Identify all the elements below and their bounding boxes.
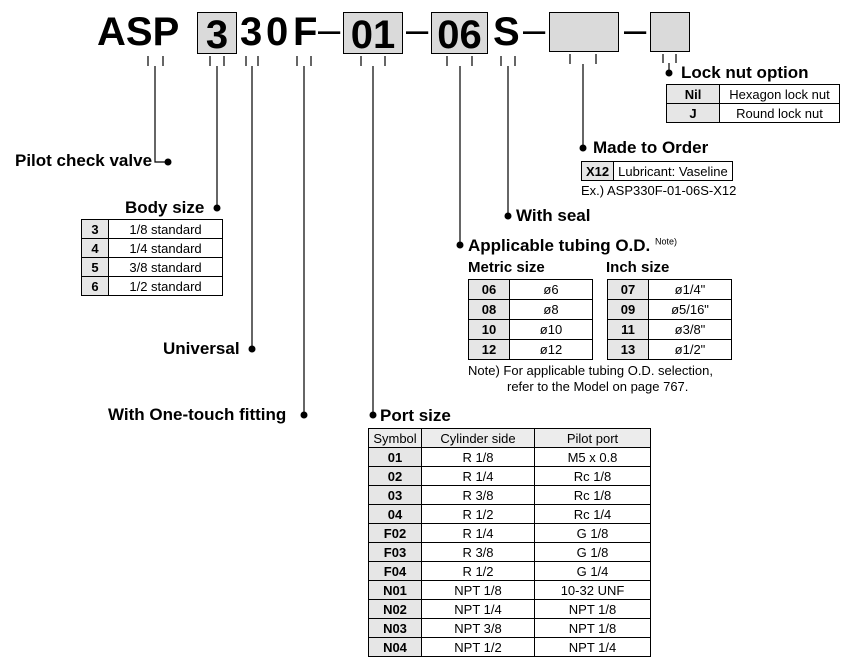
inch-code: 11: [608, 320, 649, 340]
inch-size: ø1/4": [649, 280, 732, 300]
leader-fitting: [297, 56, 311, 415]
dot-port: [370, 412, 377, 419]
inch-size: ø1/2": [649, 340, 732, 360]
table-row: [82, 258, 223, 277]
port-size-table: [368, 428, 651, 657]
table-row: [369, 467, 651, 486]
dot-locknut: [666, 70, 673, 77]
table-row: [469, 280, 593, 300]
port-symbol: 01: [369, 448, 422, 467]
header-pilot: Pilot port: [535, 429, 651, 448]
table-row: [369, 524, 651, 543]
port-symbol: N03: [369, 619, 422, 638]
zero-code: 0: [266, 10, 289, 54]
body-size-table: [81, 219, 223, 296]
mto-desc: Lubricant: Vaseline: [614, 162, 733, 181]
port-pilot: NPT 1/4: [535, 638, 651, 657]
leader-mto: [570, 54, 596, 148]
table-row: [369, 562, 651, 581]
metric-title: Metric size: [468, 259, 545, 276]
fitting-code: F: [293, 10, 318, 54]
metric-code: 10: [469, 320, 510, 340]
port-symbol: F04: [369, 562, 422, 581]
lock-nut-desc: Round lock nut: [720, 104, 840, 123]
dash-2: –: [406, 8, 429, 52]
tubing-note-line1: Note) For applicable tubing O.D. selection,: [468, 363, 713, 378]
table-row: [82, 277, 223, 296]
body-desc: 1/8 standard: [109, 220, 223, 239]
body-size-title: Body size: [125, 198, 205, 217]
port-cylinder: R 1/2: [422, 505, 535, 524]
port-cylinder: R 1/4: [422, 524, 535, 543]
inch-table: [607, 279, 732, 360]
port-cylinder: R 3/8: [422, 543, 535, 562]
body-code: 5: [82, 258, 109, 277]
port-pilot: M5 x 0.8: [535, 448, 651, 467]
table-row: [369, 638, 651, 657]
table-row: [82, 220, 223, 239]
inch-title: Inch size: [606, 259, 670, 276]
port-cylinder: NPT 3/8: [422, 619, 535, 638]
leader-seal: [501, 56, 515, 216]
table-header-row: [369, 429, 651, 448]
port-symbol: N02: [369, 600, 422, 619]
lock-nut-code: Nil: [667, 85, 720, 104]
leader-body: [210, 56, 224, 208]
port-symbol: 02: [369, 467, 422, 486]
lock-nut-desc: Hexagon lock nut: [720, 85, 840, 104]
universal-code: 3: [240, 10, 263, 54]
universal-label: Universal: [163, 339, 240, 358]
metric-size: ø8: [510, 300, 593, 320]
leader-locknut: [663, 54, 676, 72]
port-pilot: 10-32 UNF: [535, 581, 651, 600]
port-symbol: 03: [369, 486, 422, 505]
table-row: [369, 581, 651, 600]
body-code: 6: [82, 277, 109, 296]
port-pilot: G 1/8: [535, 543, 651, 562]
metric-size: ø6: [510, 280, 593, 300]
table-row: [469, 300, 593, 320]
metric-code: 08: [469, 300, 510, 320]
dot-pilot: [165, 159, 172, 166]
table-row: [667, 104, 840, 123]
table-row: [369, 505, 651, 524]
dash-4: –: [624, 8, 647, 52]
leader-pilot: [148, 56, 168, 162]
with-seal-label: With seal: [516, 206, 591, 225]
tubing-note-marker: Note): [655, 236, 678, 247]
port-cylinder: R 3/8: [422, 486, 535, 505]
port-pilot: G 1/8: [535, 524, 651, 543]
port-symbol: N04: [369, 638, 422, 657]
table-row: [369, 600, 651, 619]
body-desc: 1/4 standard: [109, 239, 223, 258]
body-size-box-text: 3: [205, 13, 229, 57]
pilot-check-valve-label: Pilot check valve: [15, 151, 153, 170]
table-row: [469, 320, 593, 340]
port-pilot: NPT 1/8: [535, 619, 651, 638]
body-code: 3: [82, 220, 109, 239]
port-cylinder: R 1/8: [422, 448, 535, 467]
mto-code: X12: [582, 162, 614, 181]
body-desc: 1/2 standard: [109, 277, 223, 296]
body-code: 4: [82, 239, 109, 258]
port-size-box-text: 01: [350, 13, 396, 57]
inch-size: ø5/16": [649, 300, 732, 320]
made-to-order-table: [581, 161, 733, 181]
port-size-title: Port size: [380, 406, 451, 425]
model-prefix: ASP: [97, 10, 180, 54]
table-row: [608, 300, 732, 320]
body-desc: 3/8 standard: [109, 258, 223, 277]
port-cylinder: R 1/4: [422, 467, 535, 486]
dot-body: [214, 205, 221, 212]
tubing-note-line2: refer to the Model on page 767.: [507, 379, 689, 394]
mto-example: Ex.) ASP330F-01-06S-X12: [581, 183, 737, 198]
metric-table: [468, 279, 593, 360]
header-symbol: Symbol: [369, 429, 422, 448]
port-symbol: F02: [369, 524, 422, 543]
table-row: [369, 448, 651, 467]
dot-fitting: [301, 412, 308, 419]
table-row: [667, 85, 840, 104]
one-touch-label: With One-touch fitting: [108, 405, 287, 424]
dot-tubing: [457, 242, 464, 249]
table-row: [369, 543, 651, 562]
leader-tubing: [447, 56, 472, 245]
port-cylinder: NPT 1/4: [422, 600, 535, 619]
lock-nut-code: J: [667, 104, 720, 123]
header-cylinder: Cylinder side: [422, 429, 535, 448]
leader-universal: [246, 56, 258, 349]
port-pilot: NPT 1/8: [535, 600, 651, 619]
inch-size: ø3/8": [649, 320, 732, 340]
port-cylinder: R 1/2: [422, 562, 535, 581]
port-pilot: Rc 1/8: [535, 486, 651, 505]
tubing-title: [468, 236, 677, 256]
table-row: [608, 340, 732, 360]
seal-code: S: [493, 10, 520, 54]
port-cylinder: NPT 1/2: [422, 638, 535, 657]
table-row: [82, 239, 223, 258]
tubing-title-text: Applicable tubing O.D.: [468, 236, 651, 255]
port-symbol: 04: [369, 505, 422, 524]
dash-1: –: [318, 8, 341, 52]
metric-size: ø12: [510, 340, 593, 360]
inch-code: 07: [608, 280, 649, 300]
dot-universal: [249, 346, 256, 353]
made-to-order-title: Made to Order: [593, 138, 709, 157]
table-row: [469, 340, 593, 360]
inch-code: 13: [608, 340, 649, 360]
lock-nut-title: Lock nut option: [681, 63, 809, 82]
dot-seal: [505, 213, 512, 220]
tubing-box-text: 06: [437, 13, 482, 57]
inch-code: 09: [608, 300, 649, 320]
metric-code: 06: [469, 280, 510, 300]
lock-nut-table: [666, 84, 840, 123]
dot-mto: [580, 145, 587, 152]
port-pilot: G 1/4: [535, 562, 651, 581]
port-symbol: N01: [369, 581, 422, 600]
port-symbol: F03: [369, 543, 422, 562]
port-pilot: Rc 1/4: [535, 505, 651, 524]
dash-3: –: [523, 8, 546, 52]
table-row: [582, 162, 733, 181]
port-pilot: Rc 1/8: [535, 467, 651, 486]
table-row: [608, 320, 732, 340]
table-row: [369, 619, 651, 638]
metric-size: ø10: [510, 320, 593, 340]
leader-port: [361, 56, 385, 415]
metric-code: 12: [469, 340, 510, 360]
port-cylinder: NPT 1/8: [422, 581, 535, 600]
table-row: [608, 280, 732, 300]
table-row: [369, 486, 651, 505]
